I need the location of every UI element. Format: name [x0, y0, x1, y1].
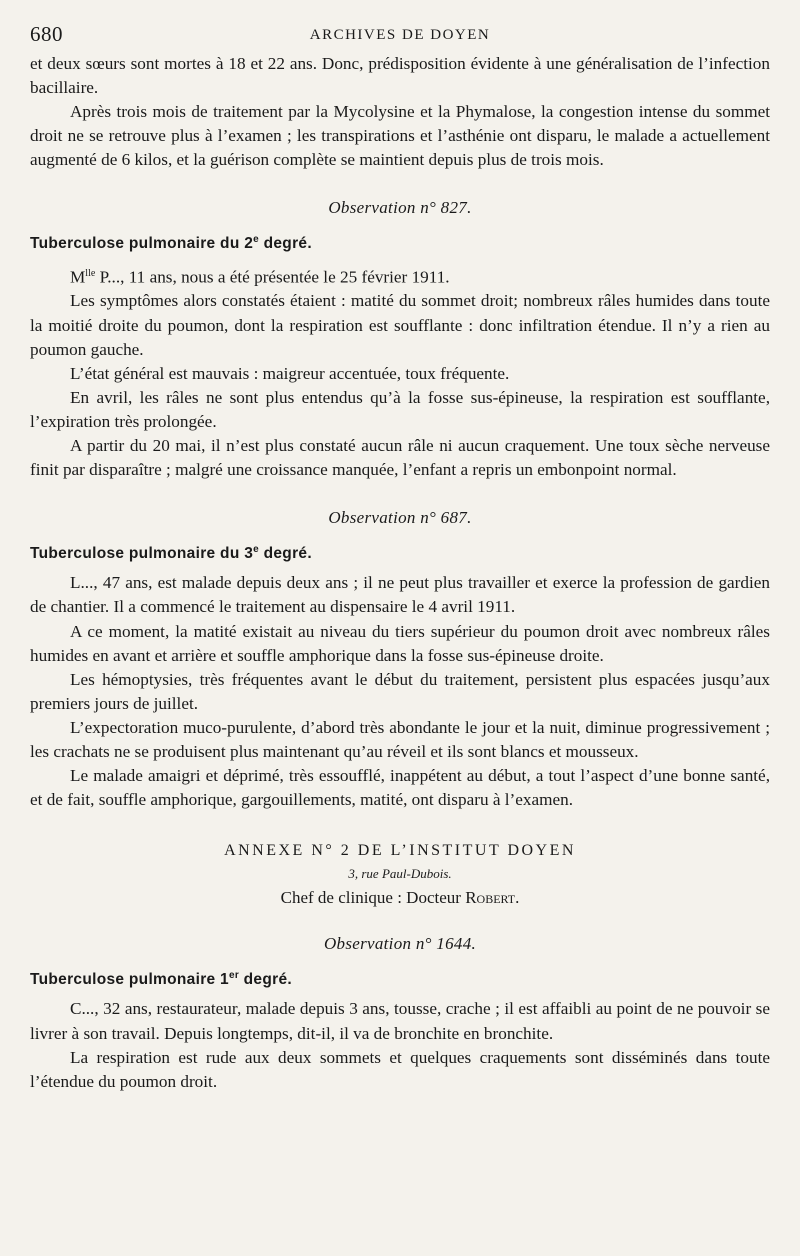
heading-superscript: e [253, 544, 259, 556]
document-page [30, 22, 770, 1094]
page-number: 680 [30, 22, 63, 46]
observation-687-title: Observation n° 687. [328, 508, 472, 528]
heading-text: Tuberculose pulmonaire du 2 [30, 235, 254, 253]
paragraph-text: M [70, 267, 86, 287]
heading-superscript: er [228, 970, 240, 982]
heading-superscript: e [253, 234, 259, 246]
page-header [30, 22, 770, 52]
observation-827-paragraph-4: En avril, les râles ne sont plus entendus qu’à la fosse sus-épineuse, la respiration est soufflante, l’expiration très prolongée. [30, 387, 770, 431]
heading-text-end: degré. [259, 235, 312, 253]
annexe-address: 3, rue Paul-Dubois. [348, 866, 452, 882]
intro-paragraph-2: Après trois mois de traitement par la Mycolysine et la Phymalose, la congestion intense du sommet droit ne se retrouve plus à l’examen ; les transpirations et l’asthénie ont disparu, le malade a actuellement augmenté de 6 kilos, et la guérison complète se maintient depuis plus de trois mois. [30, 102, 770, 170]
observation-1644-title: Observation n° 1644. [323, 934, 477, 954]
observation-1644-heading [30, 970, 770, 989]
chief-label: Chef de clinique : Docteur [280, 888, 466, 908]
annexe-chief [30, 888, 770, 908]
observation-687-paragraph-2: A ce moment, la matité existait au niveau du tiers supérieur du poumon droit avec nombreux râles humides en avant et arrière et souffle amphorique dans la fosse sus-épineuse droite. [30, 621, 770, 665]
observation-687-paragraph-3: Les hémoptysies, très fréquentes avant le début du traitement, persistent plus espacées jusqu’aux premiers jours de juillet. [30, 669, 770, 713]
observation-687-paragraph-5: Le malade amaigri et déprimé, très essoufflé, inappétent au début, a tout l’aspect d’une bonne santé, et de fait, souffle amphorique, gargouillements, matité, ont disparu à l’examen. [30, 766, 770, 810]
paragraph-text-end: P..., 11 ans, nous a été présentée le 25 février 1911. [95, 267, 450, 287]
observation-827-paragraph-2: Les symptômes alors constatés étaient : matité du sommet droit; nombreux râles humides dans toute la moitié droite du poumon, dont la respiration est soufflante : donc infiltration étendue. Il n’y a rien au poumon gauche. [30, 291, 770, 359]
running-head: ARCHIVES DE DOYEN [309, 27, 491, 43]
observation-827-title: Observation n° 827. [328, 198, 472, 218]
heading-text-end: degré. [259, 545, 312, 563]
observation-827-heading [30, 234, 770, 253]
observation-827-paragraph-3: L’état général est mauvais : maigreur accentuée, toux fréquente. [70, 363, 510, 383]
intro-paragraph-1: et deux sœurs sont mortes à 18 et 22 ans. Donc, prédisposition évidente à une généralisation de l’infection bacillaire. [30, 54, 770, 98]
chief-name: Robert. [465, 888, 520, 908]
heading-text: Tuberculose pulmonaire du 3 [30, 545, 254, 563]
observation-687-paragraph-1: L..., 47 ans, est malade depuis deux ans ; il ne peut plus travailler et exerce la profession de gardien de chantier. Il a commencé le traitement au dispensaire le 4 avril 1911. [30, 573, 770, 617]
annexe-title: ANNEXE N° 2 DE L’INSTITUT DOYEN [224, 842, 576, 860]
heading-text: Tuberculose pulmonaire 1 [30, 971, 229, 989]
heading-text-end: degré. [239, 971, 292, 989]
observation-1644-paragraph-2: La respiration est rude aux deux sommets et quelques craquements sont disséminés dans toute l’étendue du poumon droit. [30, 1047, 770, 1091]
observation-687-heading [30, 544, 770, 563]
observation-827-paragraph-5: A partir du 20 mai, il n’est plus constaté aucun râle ni aucun craquement. Une toux sèche nerveuse finit par disparaître ; malgré une croissance manquée, l’enfant a repris un embonpoint normal. [30, 436, 770, 480]
paragraph-superscript: lle [85, 267, 96, 279]
observation-687-paragraph-4: L’expectoration muco-purulente, d’abord très abondante le jour et la nuit, diminue progressivement ; les crachats ne se produisent plus maintenant qu’au réveil et ils sont blancs et mousseux. [30, 717, 770, 762]
observation-1644-paragraph-1: C..., 32 ans, restaurateur, malade depuis 3 ans, tousse, crache ; il est affaibli au point de ne pouvoir se livrer à son travail. Depuis longtemps, dit-il, il va de bronchite en bronchite. [30, 999, 770, 1043]
observation-827-paragraph-1 [30, 262, 770, 290]
